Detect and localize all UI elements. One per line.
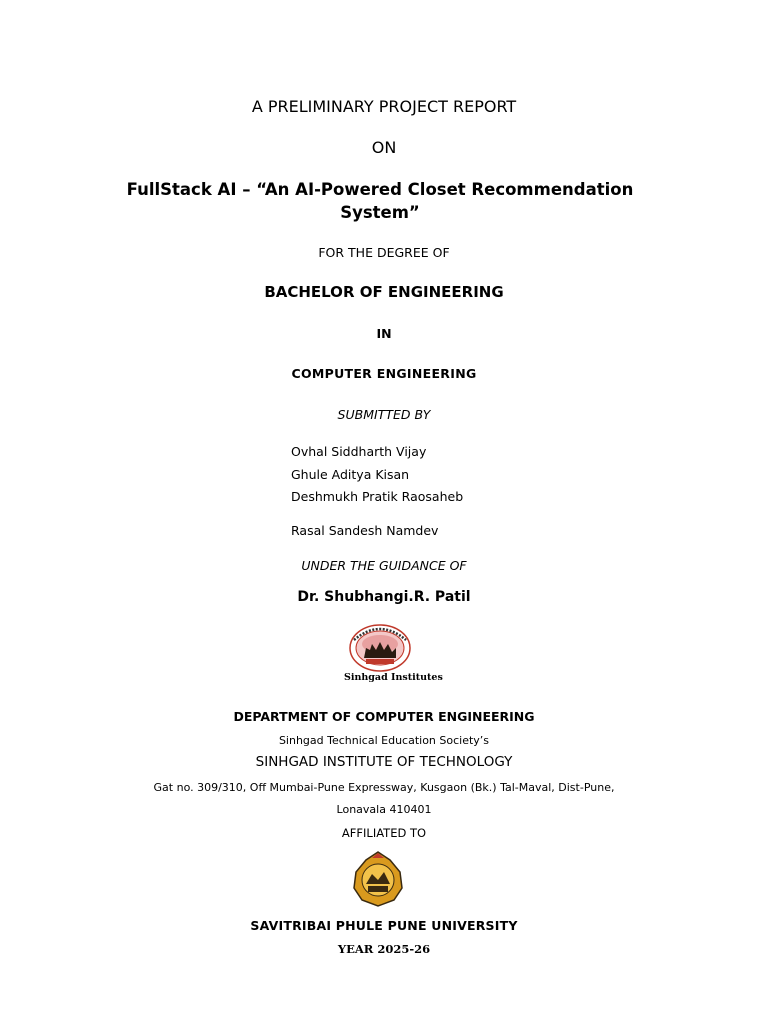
academic-year: YEAR 2025-26 — [337, 942, 431, 956]
degree-name: BACHELOR OF ENGINEERING — [264, 283, 504, 301]
student-name: Ghule Aditya Kisan — [291, 467, 410, 482]
university-seal — [350, 850, 406, 908]
sinhgad-logo — [336, 620, 443, 688]
logo-caption: Sinhgad Institutes — [344, 672, 443, 683]
guidance-label: UNDER THE GUIDANCE OF — [301, 558, 467, 573]
branch-name: COMPUTER ENGINEERING — [291, 366, 477, 381]
institute-name: SINHGAD INSTITUTE OF TECHNOLOGY — [255, 754, 513, 770]
student-name: Rasal Sandesh Namdev — [291, 523, 439, 538]
student-name: Ovhal Siddharth Vijay — [291, 444, 427, 459]
university-name: SAVITRIBAI PHULE PUNE UNIVERSITY — [250, 918, 518, 933]
address-line-1: Gat no. 309/310, Off Mumbai-Pune Expressway, Kusgaon (Bk.) Tal-Maval, Dist-Pune, — [153, 781, 615, 794]
address-line-2: Lonavala 410401 — [336, 803, 432, 816]
society-name: Sinhgad Technical Education Society’s — [278, 734, 490, 747]
report-heading: A PRELIMINARY PROJECT REPORT — [251, 97, 517, 116]
in-text: IN — [376, 326, 392, 341]
department-name: DEPARTMENT OF COMPUTER ENGINEERING — [233, 709, 535, 724]
student-name: Deshmukh Pratik Raosaheb — [291, 489, 464, 504]
degree-intro: FOR THE DEGREE OF — [318, 245, 450, 260]
on-text: ON — [371, 138, 397, 157]
project-title: FullStack AI – “An AI-Powered Closet Recommendation System” — [126, 180, 634, 222]
guide-name: Dr. Shubhangi.R. Patil — [297, 589, 471, 605]
affiliated-label: AFFILIATED TO — [341, 826, 427, 840]
university-seal-icon — [350, 850, 406, 908]
submitted-by-label: SUBMITTED BY — [337, 407, 431, 422]
